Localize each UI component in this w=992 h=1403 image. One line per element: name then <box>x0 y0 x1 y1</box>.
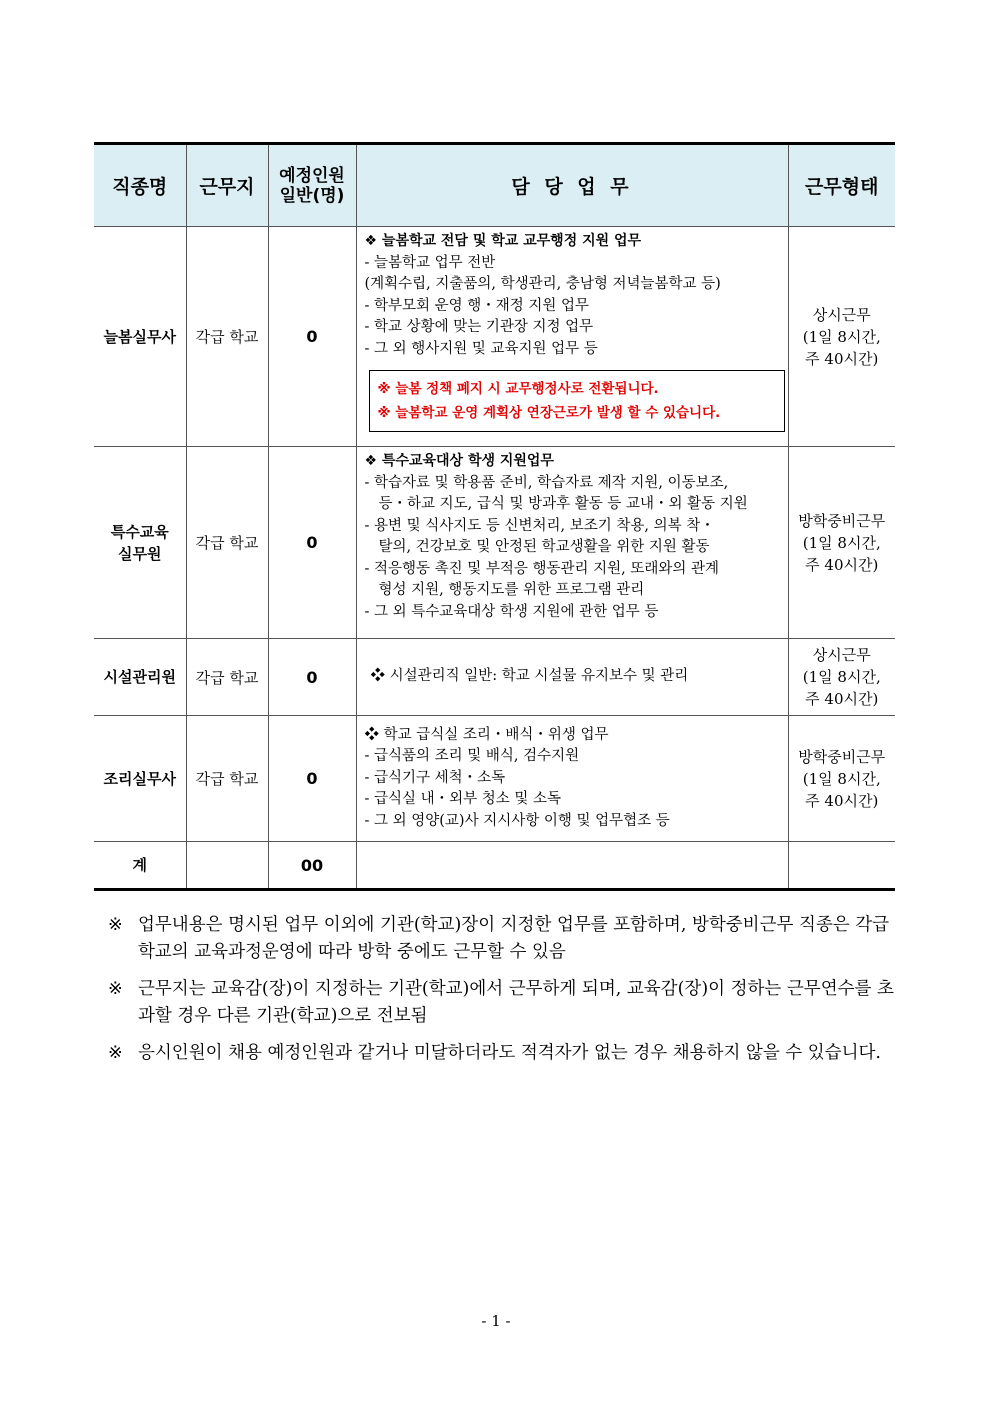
notice-box <box>369 370 785 432</box>
duty-line: ❖ 시설관리직 일반: 학교 시설물 유지보수 및 관리 <box>370 668 689 685</box>
duties-cell <box>356 716 788 842</box>
work-type-line: 상시근무 <box>812 305 871 324</box>
header-duties: 담 당 업 무 <box>356 144 788 227</box>
work-location: 각급 학교 <box>186 447 268 639</box>
note-text: 근무지는 교육감(장)이 지정하는 기관(학교)에서 근무하게 되며, 교육감(장)이 정하는 근무연수를 초과할 경우 다른 기관(학교)으로 전보됨 <box>138 979 894 1026</box>
duty-line: 탈의, 건강보호 및 안정된 학교생활을 위한 지원 활동 <box>378 539 710 555</box>
note-item <box>108 976 898 1030</box>
work-type-line: 주 40시간) <box>805 791 879 810</box>
note-text: 업무내용은 명시된 업무 이외에 기관(학교)장이 지정한 업무를 포함하며, 방학중비근무 직종은 각급 학교의 교육과정운영에 따라 방학 중에도 근무할 수 있음 <box>138 915 890 962</box>
work-type-line: (1일 8시간, <box>802 327 881 346</box>
table-row <box>94 227 895 447</box>
note-mark: ※ <box>108 979 123 999</box>
total-count: 00 <box>268 842 356 890</box>
work-type <box>788 447 895 639</box>
work-location: 각급 학교 <box>186 227 268 447</box>
work-location: 각급 학교 <box>186 716 268 842</box>
header-count-line1: 예정인원 <box>279 165 345 186</box>
job-name: 시설관리원 <box>94 639 186 716</box>
note-text: 응시인원이 채용 예정인원과 같거나 미달하더라도 적격자가 없는 경우 채용하지 않을 수 있습니다. <box>138 1043 881 1063</box>
work-type-line: 방학중비근무 <box>798 511 886 530</box>
note-mark: ※ <box>108 915 123 935</box>
note-item <box>108 912 898 966</box>
work-type-line: 주 40시간) <box>805 690 879 708</box>
table-row <box>94 716 895 842</box>
job-table <box>94 142 895 891</box>
work-type-line: 상시근무 <box>812 646 871 664</box>
total-location-empty <box>186 842 268 890</box>
header-count-line2: 일반(명) <box>279 185 345 206</box>
work-type-line: 주 40시간) <box>805 555 879 574</box>
work-type <box>788 227 895 447</box>
total-duties-empty <box>356 842 788 890</box>
notes-section <box>108 912 898 1077</box>
planned-count: 0 <box>268 227 356 447</box>
duty-line: - 그 외 특수교육대상 학생 지원에 관한 업무 등 <box>364 603 659 620</box>
duty-line: - 학습자료 및 학용품 준비, 학습자료 제작 지원, 이동보조, <box>364 474 729 491</box>
planned-count: 0 <box>268 447 356 639</box>
job-name-line1: 특수교육 <box>110 522 169 541</box>
table-header-row <box>94 144 895 227</box>
work-type-line: (1일 8시간, <box>802 769 881 788</box>
duty-line: 등・하교 지도, 급식 및 방과후 활동 등 교내・외 활동 지원 <box>378 496 748 512</box>
duty-line: - 학교 상황에 맞는 기관장 지정 업무 <box>364 319 594 335</box>
duty-title: ❖ 늘봄학교 전담 및 학교 교무행정 지원 업무 <box>364 233 642 249</box>
notice-line: ※ 늘봄 정책 폐지 시 교무행정사로 전환됩니다. <box>377 381 659 397</box>
duty-line: - 그 외 영양(교)사 지시사항 이행 및 업무협조 등 <box>364 812 670 829</box>
work-type-line: 주 40시간) <box>805 349 879 368</box>
total-row <box>94 842 895 890</box>
total-type-empty <box>788 842 895 890</box>
work-type-line: (1일 8시간, <box>802 533 881 552</box>
work-location: 각급 학교 <box>186 639 268 716</box>
duty-line: - 급식기구 세척・소독 <box>364 769 506 786</box>
note-item <box>108 1040 898 1067</box>
table-row <box>94 447 895 639</box>
work-type-line: 방학중비근무 <box>798 747 886 766</box>
notice-line: ※ 늘봄학교 운영 계획상 연장근로가 발생 할 수 있습니다. <box>377 405 721 421</box>
duty-line: - 용변 및 식사지도 등 신변처리, 보조기 착용, 의복 착・ <box>364 517 715 534</box>
duty-line: (계획수립, 지출품의, 학생관리, 충남형 저녁늘봄학교 등) <box>364 276 721 292</box>
header-type: 근무형태 <box>788 144 895 227</box>
job-name-line2: 실무원 <box>118 544 162 563</box>
total-label: 계 <box>94 842 186 890</box>
duties-cell <box>356 639 788 716</box>
table-row <box>94 639 895 716</box>
page-number: - 1 - <box>481 1312 511 1330</box>
planned-count: 0 <box>268 639 356 716</box>
duty-line: - 급식품의 조리 및 배식, 검수지원 <box>364 748 580 765</box>
duty-line: - 적응행동 촉진 및 부적응 행동관리 지원, 또래와의 관계 <box>364 560 720 577</box>
header-count <box>268 144 356 227</box>
duty-line: - 늘봄학교 업무 전반 <box>364 254 496 271</box>
note-mark: ※ <box>108 1043 123 1063</box>
work-type <box>788 639 895 716</box>
duty-line: - 급식실 내・외부 청소 및 소독 <box>364 791 562 808</box>
duty-line: ❖ 학교 급식실 조리・배식・위생 업무 <box>364 726 609 743</box>
job-name <box>94 447 186 639</box>
header-location: 근무지 <box>186 144 268 227</box>
job-name: 조리실무사 <box>94 716 186 842</box>
duties-cell <box>356 227 788 447</box>
duty-line: 형성 지원, 행동지도를 위한 프로그램 관리 <box>378 582 645 598</box>
duty-line: - 그 외 행사지원 및 교육지원 업무 등 <box>364 340 598 357</box>
job-name: 늘봄실무사 <box>94 227 186 447</box>
planned-count: 0 <box>268 716 356 842</box>
work-type <box>788 716 895 842</box>
work-type-line: (1일 8시간, <box>802 668 881 686</box>
duty-title: ❖ 특수교육대상 학생 지원업무 <box>364 453 554 469</box>
header-job: 직종명 <box>94 144 186 227</box>
duties-cell <box>356 447 788 639</box>
duty-line: - 학부모회 운영 행・재정 지원 업무 <box>364 297 590 314</box>
